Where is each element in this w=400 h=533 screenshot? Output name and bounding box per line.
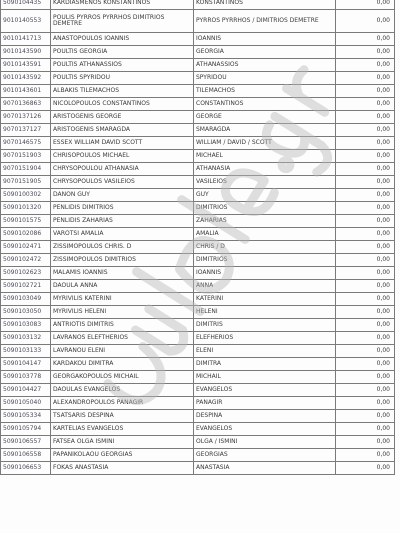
first-name-cell: GUY [194,189,336,202]
full-name-cell: MYRIVILIS KATERINI [51,293,194,306]
account-id-cell: 9010143601 [1,85,51,98]
full-name-cell: DAOULA ANNA [51,280,194,293]
full-name-cell: LAVRANOU ELENI [51,345,194,358]
first-name-cell: DIMITRIS [194,319,336,332]
first-name-cell: GEORGIAS [194,449,336,462]
table-row [1,306,395,319]
account-id-cell: 5090103050 [1,306,51,319]
records-table-body [1,0,395,475]
table-row [1,10,395,33]
amount-cell: 0,00 [336,137,395,150]
full-name-cell: ANASTOPOULOS IOANNIS [51,33,194,46]
table-row [1,111,395,124]
amount-cell: 0,00 [336,397,395,410]
account-id-cell: 5090102472 [1,254,51,267]
first-name-cell: GEORGIA [194,46,336,59]
first-name-cell: OLGA / ISMINI [194,436,336,449]
full-name-cell: POULTIS SPYRIDOU [51,72,194,85]
first-name-cell: PANAGIR [194,397,336,410]
account-id-cell: 5090106557 [1,436,51,449]
account-id-cell: 5090103133 [1,345,51,358]
amount-cell: 0,00 [336,306,395,319]
amount-cell: 0,00 [336,332,395,345]
full-name-cell: MALAMIS IOANNIS [51,267,194,280]
amount-cell: 0,00 [336,0,395,10]
table-row [1,449,395,462]
account-id-cell: 9010143590 [1,46,51,59]
full-name-cell: ZISSIMOPOULOS DIMITRIOS [51,254,194,267]
first-name-cell: ELEFHERIOS [194,332,336,345]
table-row [1,436,395,449]
account-id-cell: 5090104427 [1,384,51,397]
first-name-cell: MICHAEL [194,150,336,163]
first-name-cell: EVANGELOS [194,384,336,397]
full-name-cell: PAPANIKOLAOU GEORGIAS [51,449,194,462]
first-name-cell: IOANNIS [194,267,336,280]
full-name-cell: FOKAS ANASTASIA [51,462,194,475]
table-row [1,371,395,384]
table-row [1,176,395,189]
first-name-cell: DIMITRIOS [194,202,336,215]
table-row [1,124,395,137]
full-name-cell: POULIS PYRROS PYRRHOS DIMITRIOS DEMETRE [51,10,194,33]
table-row [1,280,395,293]
amount-cell: 0,00 [336,215,395,228]
first-name-cell: ELENI [194,345,336,358]
table-row [1,345,395,358]
amount-cell: 0,00 [336,176,395,189]
first-name-cell: KONSTANTINOS [194,0,336,10]
table-row [1,189,395,202]
full-name-cell: CHRISOPOULOS MICHAEL [51,150,194,163]
first-name-cell: DIMITRA [194,358,336,371]
table-row [1,202,395,215]
full-name-cell: POULTIS ATHANASSIOS [51,59,194,72]
table-row [1,462,395,475]
full-name-cell: DAOULAS EVANGELOS [51,384,194,397]
account-id-cell: 5090104147 [1,358,51,371]
first-name-cell: ATHANASSIOS [194,59,336,72]
table-row [1,267,395,280]
account-id-cell: 5090102086 [1,228,51,241]
account-id-cell: 9070136863 [1,98,51,111]
account-id-cell: 5090103083 [1,319,51,332]
table-row [1,293,395,306]
account-id-cell: 5090102721 [1,280,51,293]
amount-cell: 0,00 [336,267,395,280]
full-name-cell: ESSEX WILLIAM DAVID SCOTT [51,137,194,150]
table-row [1,241,395,254]
amount-cell: 0,00 [336,59,395,72]
first-name-cell: PYRROS PYRRHOS / DIMITRIOS DEMETRE [194,10,336,33]
account-id-cell: 5090105794 [1,423,51,436]
first-name-cell: GEORGE [194,111,336,124]
amount-cell: 0,00 [336,202,395,215]
table-row [1,332,395,345]
account-id-cell: 5090103049 [1,293,51,306]
full-name-cell: LAVRANOS ELEFTHERIOS [51,332,194,345]
table-row [1,397,395,410]
account-id-cell: 9070151905 [1,176,51,189]
full-name-cell: DANON GUY [51,189,194,202]
first-name-cell: WILLIAM / DAVID / SCOTT [194,137,336,150]
amount-cell: 0,00 [336,254,395,267]
first-name-cell: DIMITRIOS [194,254,336,267]
account-id-cell: 5090103778 [1,371,51,384]
first-name-cell: VASILEIOS [194,176,336,189]
account-id-cell: 5090105040 [1,397,51,410]
table-row [1,410,395,423]
first-name-cell: KATERINI [194,293,336,306]
table-row [1,46,395,59]
first-name-cell: CONSTANTINOS [194,98,336,111]
account-id-cell: 9070137127 [1,124,51,137]
table-row [1,137,395,150]
first-name-cell: SMARAGDA [194,124,336,137]
amount-cell: 0,00 [336,10,395,33]
full-name-cell: GEORGAKOPOULOS MICHAIL [51,371,194,384]
amount-cell: 0,00 [336,410,395,423]
first-name-cell: ATHANASIA [194,163,336,176]
first-name-cell: ANNA [194,280,336,293]
account-id-cell: 9010141713 [1,33,51,46]
full-name-cell: KARDIASMENOS KONSTANTINOS [51,0,194,10]
table-row [1,85,395,98]
amount-cell: 0,00 [336,241,395,254]
account-id-cell: 5090102471 [1,241,51,254]
first-name-cell: TILEMACHOS [194,85,336,98]
full-name-cell: ARISTOGENIS SMARAGDA [51,124,194,137]
table-row [1,319,395,332]
table-row [1,150,395,163]
amount-cell: 0,00 [336,384,395,397]
table-row [1,228,395,241]
account-id-cell: 9070151903 [1,150,51,163]
table-row [1,98,395,111]
full-name-cell: TSATSARIS DESPINA [51,410,194,423]
full-name-cell: CHRYSOPOULOU ATHANASIA [51,163,194,176]
first-name-cell: SPYRIDOU [194,72,336,85]
first-name-cell: HELENI [194,306,336,319]
amount-cell: 0,00 [336,293,395,306]
table-row [1,59,395,72]
amount-cell: 0,00 [336,163,395,176]
account-id-cell: 9010143592 [1,72,51,85]
account-id-cell: 9010140553 [1,10,51,33]
amount-cell: 0,00 [336,319,395,332]
full-name-cell: PENLIDIS ZAHARIAS [51,215,194,228]
account-id-cell: 9070146575 [1,137,51,150]
amount-cell: 0,00 [336,436,395,449]
amount-cell: 0,00 [336,189,395,202]
first-name-cell: DESPINA [194,410,336,423]
full-name-cell: ALBAKIS TILEMACHOS [51,85,194,98]
table-row [1,0,395,10]
account-id-cell: 9010143591 [1,59,51,72]
table-row [1,254,395,267]
full-name-cell: ALEXANDROPOULOS PANAGIR [51,397,194,410]
full-name-cell: ANTRIOTIS DIMITRIS [51,319,194,332]
amount-cell: 0,00 [336,449,395,462]
full-name-cell: KARTELIAS EVANGELOS [51,423,194,436]
account-id-cell: 5090105334 [1,410,51,423]
account-id-cell: 5090101575 [1,215,51,228]
amount-cell: 0,00 [336,358,395,371]
amount-cell: 0,00 [336,111,395,124]
amount-cell: 0,00 [336,98,395,111]
first-name-cell: IOANNIS [194,33,336,46]
full-name-cell: CHRYSOPOULOS VASILEIOS [51,176,194,189]
full-name-cell: FATSEA OLGA ISMINI [51,436,194,449]
full-name-cell: MYRIVILIS HELENI [51,306,194,319]
table-row [1,384,395,397]
amount-cell: 0,00 [336,72,395,85]
full-name-cell: ARISTOGENIS GEORGE [51,111,194,124]
account-id-cell: 5090100302 [1,189,51,202]
account-id-cell: 9070151904 [1,163,51,176]
first-name-cell: CHRIS / D [194,241,336,254]
first-name-cell: ZAHARIAS [194,215,336,228]
account-id-cell: 5090101320 [1,202,51,215]
full-name-cell: POULTIS GEORGIA [51,46,194,59]
full-name-cell: NICOLOPOULOS CONSTANTINOS [51,98,194,111]
account-id-cell: 5090102623 [1,267,51,280]
first-name-cell: ANASTASIA [194,462,336,475]
first-name-cell: MICHAIL [194,371,336,384]
amount-cell: 0,00 [336,280,395,293]
table-row [1,423,395,436]
amount-cell: 0,00 [336,46,395,59]
first-name-cell: AMALIA [194,228,336,241]
amount-cell: 0,00 [336,228,395,241]
full-name-cell: PENLIDIS DIMITRIOS [51,202,194,215]
account-id-cell: 5090104435 [1,0,51,10]
table-row [1,358,395,371]
account-id-cell: 5090106653 [1,462,51,475]
table-row [1,163,395,176]
amount-cell: 0,00 [336,150,395,163]
full-name-cell: KARDAKOU DIMITRA [51,358,194,371]
table-row [1,33,395,46]
amount-cell: 0,00 [336,124,395,137]
full-name-cell: VAROTSI AMALIA [51,228,194,241]
amount-cell: 0,00 [336,371,395,384]
account-id-cell: 9070137126 [1,111,51,124]
amount-cell: 0,00 [336,85,395,98]
table-row [1,215,395,228]
amount-cell: 0,00 [336,33,395,46]
first-name-cell: EVANGELOS [194,423,336,436]
amount-cell: 0,00 [336,423,395,436]
amount-cell: 0,00 [336,462,395,475]
account-id-cell: 5090106558 [1,449,51,462]
account-id-cell: 5090103132 [1,332,51,345]
amount-cell: 0,00 [336,345,395,358]
full-name-cell: ZISSIMOPOULOS CHRIS. D [51,241,194,254]
table-row [1,72,395,85]
